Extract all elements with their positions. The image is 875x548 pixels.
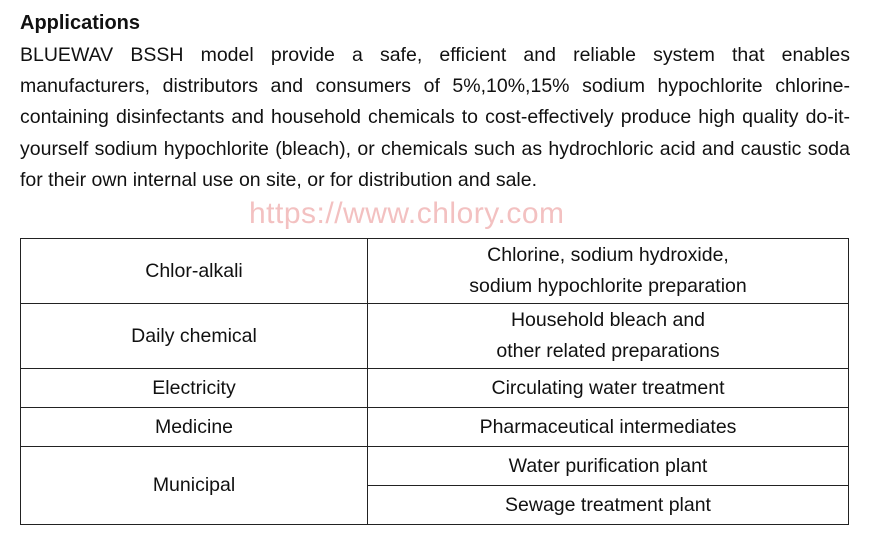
use-cell: Pharmaceutical intermediates (368, 408, 849, 447)
use-line: other related preparations (496, 340, 720, 362)
use-cell: Circulating water treatment (368, 369, 849, 408)
category-cell: Chlor-alkali (21, 239, 368, 304)
table-row (21, 447, 849, 486)
table-row (21, 408, 849, 447)
use-cell (368, 239, 849, 304)
applications-paragraph: BLUEWAV BSSH model provide a safe, efficient and reliable system that enables manufacturers, distributors and consumers of 5%,10%,15% sodium hypochlorite chlorine-containing disinfectants and household chemicals to cost-effectively produce high quality do-it-yourself sodium hypochlorite (bleach), or chemicals such as hydrochloric acid and caustic soda for their own internal use on site, or for distribution and sale. (20, 44, 850, 191)
section-heading: Applications (20, 12, 141, 34)
applications-table (20, 238, 849, 525)
watermark-text: https://www.chlory.com (249, 197, 565, 230)
use-line: Household bleach and (510, 309, 706, 331)
table-row (21, 239, 849, 304)
use-cell: Sewage treatment plant (368, 486, 849, 525)
category-cell: Municipal (21, 447, 368, 525)
category-cell: Electricity (21, 369, 368, 408)
table-row (21, 304, 849, 369)
use-line: sodium hypochlorite preparation (469, 275, 747, 297)
table-row (21, 369, 849, 408)
category-cell: Daily chemical (21, 304, 368, 369)
category-cell: Medicine (21, 408, 368, 447)
use-cell (368, 304, 849, 369)
use-cell: Water purification plant (368, 447, 849, 486)
use-line: Chlorine, sodium hydroxide, (487, 244, 729, 266)
